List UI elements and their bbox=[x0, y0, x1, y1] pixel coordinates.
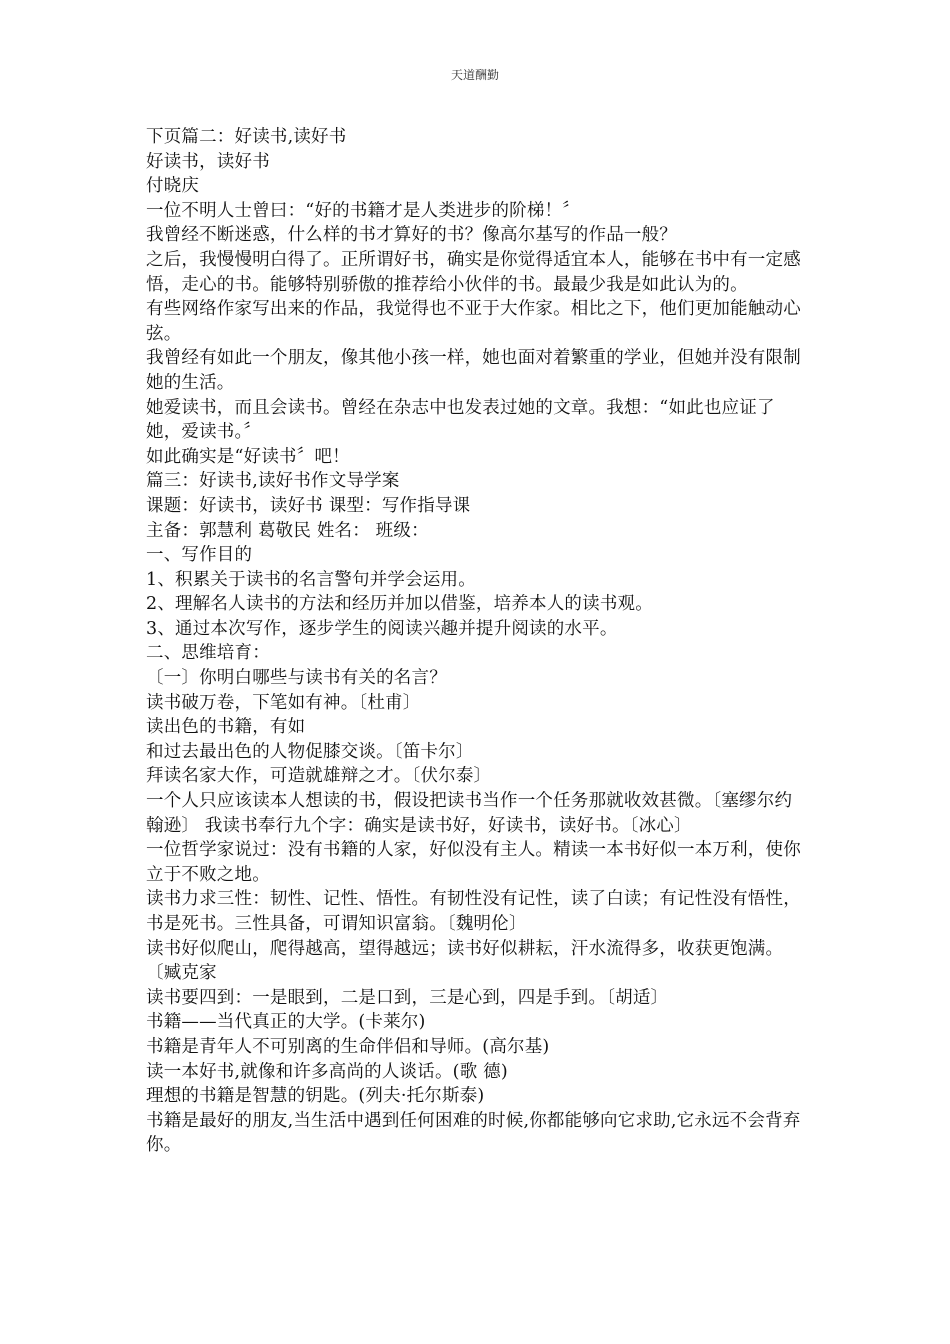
quote: 读书力求三性：韧性、记性、悟性。有韧性没有记性，读了白读；有记性没有悟性，书是死书。三性具备，可谓知识富翁。〔魏明伦〕 bbox=[146, 889, 801, 934]
section-heading: 下页篇二：好读书,读好书 bbox=[146, 127, 347, 147]
lesson-authors: 主备：郭慧利 葛敬民 姓名： 班级： bbox=[146, 520, 429, 541]
quote: 理想的书籍是智慧的钥匙。(列夫·托尔斯泰) bbox=[146, 1086, 485, 1107]
subsection-heading: 一、写作目的 bbox=[146, 545, 253, 566]
quote: 拜读名家大作，可造就雄辩之才。〔伏尔泰〕 bbox=[146, 766, 492, 787]
quote: 书籍是最好的朋友,当生活中遇到任何困难的时候,你都能够向它求助,它永远不会背弃你。 bbox=[146, 1110, 801, 1156]
paragraph: 之后，我慢慢明白得了。正所谓好书，确实是你觉得适宜本人，能够在书中有一定感悟，走心的书。能够特别骄傲的推荐给小伙伴的书。最最少我是如此认为的。 bbox=[146, 249, 801, 295]
list-item: 2、理解名人读书的方法和经历并加以借鉴，培养本人的读书观。 bbox=[146, 594, 653, 615]
paragraph: 一位不明人士曾曰：“好的书籍才是人类进步的阶梯！〞 bbox=[146, 200, 580, 221]
paragraph: 如此确实是“好读书〞吧！ bbox=[146, 446, 350, 467]
article-title: 好读书，读好书 bbox=[146, 151, 270, 172]
page-header: 天道酬勤 bbox=[450, 68, 499, 82]
paragraph: 我曾经有如此一个朋友，像其他小孩一样，她也面对着繁重的学业，但她并没有限制她的生活。 bbox=[146, 348, 801, 393]
lesson-topic: 课题：好读书，读好书 课型：写作指导课 bbox=[146, 495, 471, 516]
quote: 读书要四到：一是眼到，二是口到，三是心到，四是手到。〔胡适〕 bbox=[146, 987, 669, 1008]
quote: 读书好似爬山，爬得越高，望得越远；读书好似耕耘，汗水流得多，收获更饱满。〔臧克家 bbox=[146, 938, 784, 984]
section-heading: 篇三：好读书,读好书作文导学案 bbox=[146, 471, 400, 492]
quote: 一位哲学家说过：没有书籍的人家，好似没有主人。精读一本书好似一本万利，使你立于不败之地。 bbox=[146, 840, 801, 885]
quote: 读书破万卷，下笔如有神。〔杜甫〕 bbox=[146, 692, 421, 713]
quote: 书籍是青年人不可别离的生命伴侣和导师。(高尔基) bbox=[146, 1036, 550, 1057]
quote: 一个人只应该读本人想读的书，假设把读书当作一个任务那就收效甚微。〔塞缪尔约翰逊〕 我读书奉行九个字：确实是读书好，好读书，读好书。〔冰心〕 bbox=[146, 791, 793, 836]
subsection-heading: 二、思维培育： bbox=[146, 643, 270, 664]
document-body bbox=[146, 125, 808, 1158]
author-name: 付晓庆 bbox=[146, 176, 200, 197]
list-item: 3、通过本次写作，逐步学生的阅读兴趣并提升阅读的水平。 bbox=[146, 618, 618, 639]
quote: 和过去最出色的人物促膝交谈。〔笛卡尔〕 bbox=[146, 741, 474, 762]
question-heading: 〔一〕你明白哪些与读书有关的名言？ bbox=[146, 668, 447, 689]
quote: 读一本好书,就像和许多高尚的人谈话。(歌 德) bbox=[146, 1061, 508, 1082]
quote: 读出色的书籍，有如 bbox=[146, 717, 306, 738]
quote: 书籍——当代真正的大学。(卡莱尔) bbox=[146, 1012, 426, 1033]
paragraph: 有些网络作家写出来的作品，我觉得也不亚于大作家。相比之下，他们更加能触动心弦。 bbox=[146, 299, 801, 344]
list-item: 1、积累关于读书的名言警句并学会运用。 bbox=[146, 569, 476, 590]
paragraph: 我曾经不断迷惑，什么样的书才算好的书？像高尔基写的作品一般？ bbox=[146, 225, 677, 246]
paragraph: 她爱读书，而且会读书。曾经在杂志中也发表过她的文章。我想：“如此也应证了她，爱读书。〞 bbox=[146, 397, 775, 443]
